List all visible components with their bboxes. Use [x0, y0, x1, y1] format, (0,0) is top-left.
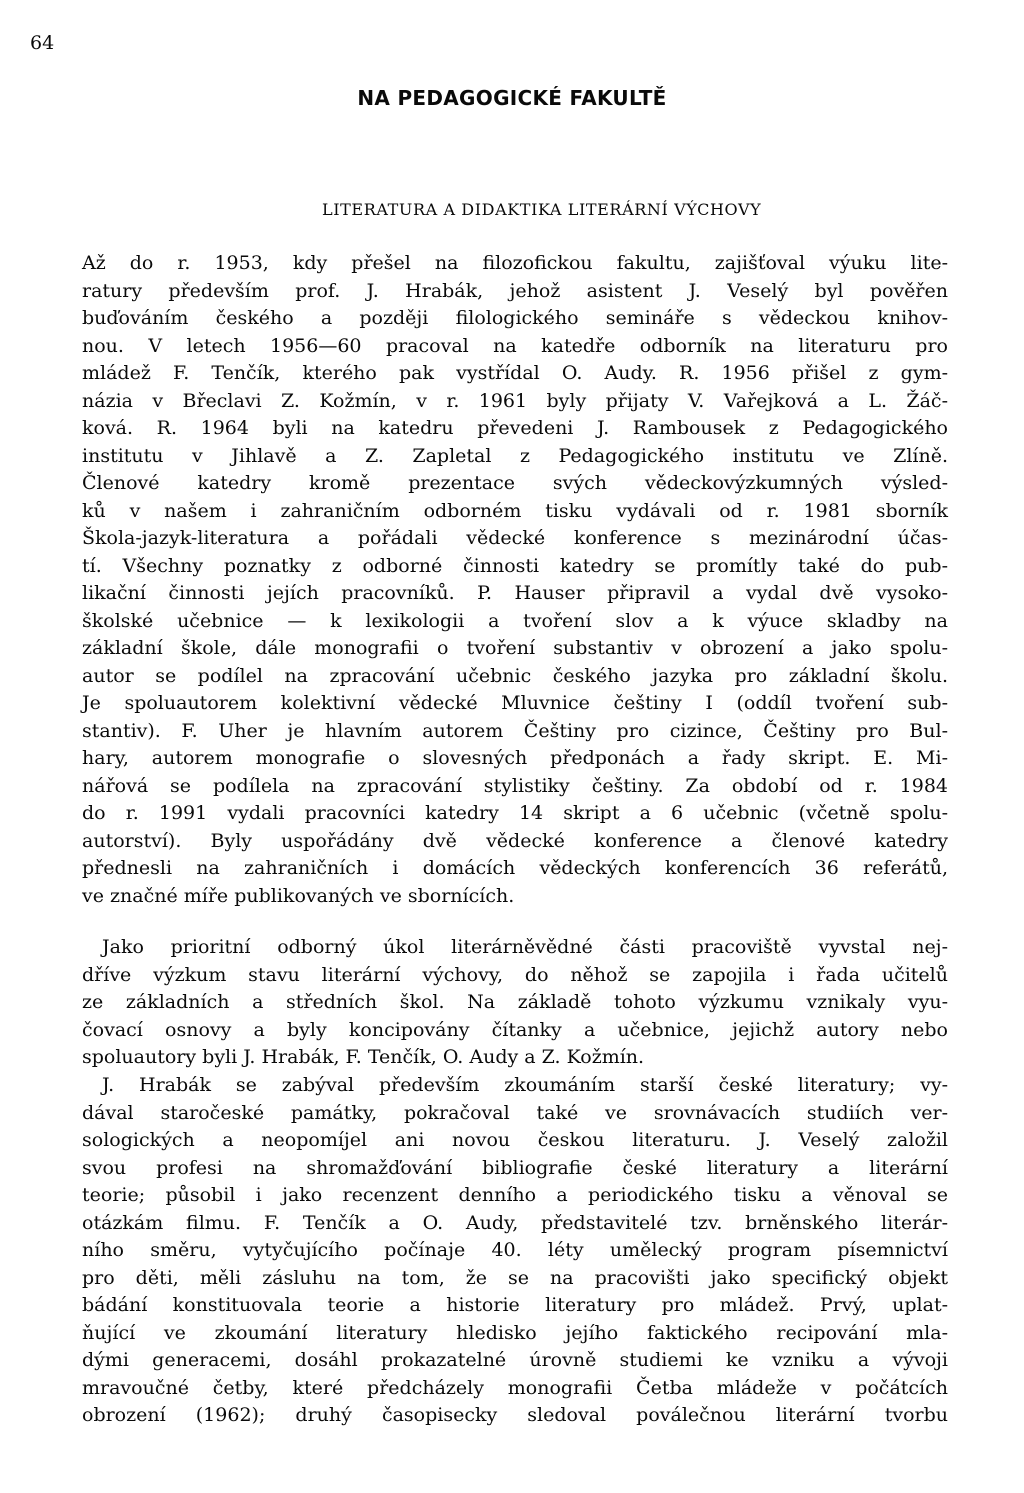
text-line: ků v našem i zahraničním odborném tisku vydávali od r. 1981 sborník	[82, 499, 948, 522]
text-line: J. Hrabák se zabýval především zkoumáním starší české literatury; vy-	[102, 1074, 948, 1096]
text-line: Jako prioritní odborný úkol literárněvědné části pracoviště vyvstal nej-	[102, 936, 948, 958]
text-line: nářová se podílela na zpracování stylistiky češtiny. Za období od r. 1984	[82, 774, 948, 797]
text-line: školské učebnice — k lexikologii a tvoření slov a k výuce skladby na	[82, 609, 948, 632]
text-line: autor se podílel na zpracování učebnic českého jazyka pro základní školu.	[82, 664, 948, 687]
text-line: čovací osnovy a byly koncipovány čítanky a učebnice, jejichž autory nebo	[82, 1018, 948, 1041]
text-line: ze základních a středních škol. Na základě tohoto výzkumu vznikaly vyu-	[82, 991, 948, 1013]
text-line: svou profesi na shromažďování bibliografie české literatury a literární	[82, 1156, 948, 1179]
text-line: základní škole, dále monografii o tvoření substantiv v obrození a jako spolu-	[82, 637, 948, 659]
page-title: NA PEDAGOGICKÉ FAKULTĚ	[357, 86, 667, 110]
text-line: obrození (1962); druhý časopisecky sledoval poválečnou literární tvorbu	[82, 1404, 948, 1426]
text-line: do r. 1991 vydali pracovníci katedry 14 skript a 6 učebnic (včetně spolu-	[82, 802, 948, 824]
text-line: názia v Břeclavi Z. Kožmín, v r. 1961 byly přijaty V. Vařejková a L. Žáč-	[82, 389, 948, 412]
text-line: teorie; působil i jako recenzent denního a periodického tisku a věnoval se	[82, 1184, 948, 1206]
text-line: likační činnosti jejích pracovníků. P. Hauser připravil a vydal dvě vysoko-	[82, 582, 948, 604]
paragraph-2	[82, 934, 948, 1072]
text-line: otázkám filmu. F. Tenčík a O. Audy, představitelé tzv. brněnského literár-	[82, 1211, 948, 1234]
text-line: mládež F. Tenčík, kterého pak vystřídal O. Audy. R. 1956 přišel z gym-	[82, 362, 948, 384]
text-line: dával staročeské památky, pokračoval také ve srovnávacích studiích ver-	[82, 1101, 948, 1124]
text-line: mravoučné četby, které předcházely monografii Četba mládeže v počátcích	[82, 1376, 948, 1399]
text-line: sologických a neopomíjel ani novou českou literaturu. J. Veselý založil	[82, 1129, 948, 1151]
text-line: Je spoluautorem kolektivní vědecké Mluvnice češtiny I (oddíl tvoření sub-	[82, 692, 948, 714]
page-number: 64	[30, 32, 55, 54]
text-line: ňující ve zkoumání literatury hledisko jejího faktického recipování mla-	[82, 1321, 948, 1344]
text-line: ve značné míře publikovaných ve sbornících.	[82, 884, 515, 907]
text-line: přednesli na zahraničních i domácích vědeckých konferencích 36 referátů,	[82, 857, 948, 879]
paragraph-3	[82, 1072, 948, 1430]
text-line: bádání konstituovala teorie a historie literatury pro mládež. Prvý, uplat-	[82, 1294, 948, 1316]
text-line: hary, autorem monografie o slovesných předponách a řady skript. E. Mi-	[82, 747, 948, 769]
paragraph-1	[82, 250, 948, 910]
text-line: tí. Všechny poznatky z odborné činnosti katedry se promítly také do pub-	[82, 554, 948, 577]
text-line: nou. V letech 1956—60 pracoval na katedře odborník na literaturu pro	[82, 334, 948, 357]
text-line: ního směru, vytyčujícího počínaje 40. léty umělecký program písemnictví	[82, 1239, 948, 1261]
text-line: pro děti, měli zásluhu na tom, že se na pracovišti jako specifický objekt	[82, 1266, 948, 1289]
text-line: dými generacemi, dosáhl prokazatelné úrovně studiemi ke vzniku a vývoji	[82, 1349, 948, 1371]
text-line: dříve výzkum stavu literární výchovy, do něhož se zapojila i řada učitelů	[82, 963, 948, 986]
text-line: Členové katedry kromě prezentace svých vědeckovýzkumných výsled-	[82, 472, 948, 494]
text-line: Až do r. 1953, kdy přešel na filozofickou fakultu, zajišťoval výuku lite-	[82, 252, 948, 274]
text-line: buďováním českého a později filologického semináře s vědeckou knihov-	[82, 307, 948, 329]
text-line: institutu v Jihlavě a Z. Zapletal z Pedagogického institutu ve Zlíně.	[82, 444, 948, 467]
text-line: stantiv). F. Uher je hlavním autorem Češtiny pro cizince, Češtiny pro Bul-	[82, 719, 948, 742]
text-line: spoluautory byli J. Hrabák, F. Tenčík, O. Audy a Z. Kožmín.	[82, 1046, 645, 1068]
text-line: ratury především prof. J. Hrabák, jehož asistent J. Veselý byl pověřen	[82, 279, 948, 302]
section-heading: LITERATURA A DIDAKTIKA LITERÁRNÍ VÝCHOVY	[322, 200, 762, 219]
text-line: autorství). Byly uspořádány dvě vědecké konference a členové katedry	[82, 829, 948, 852]
text-line: Škola-jazyk-literatura a pořádali vědecké konference s mezinárodní účas-	[82, 527, 948, 549]
text-line: ková. R. 1964 byli na katedru převedeni J. Rambousek z Pedagogického	[82, 417, 948, 439]
